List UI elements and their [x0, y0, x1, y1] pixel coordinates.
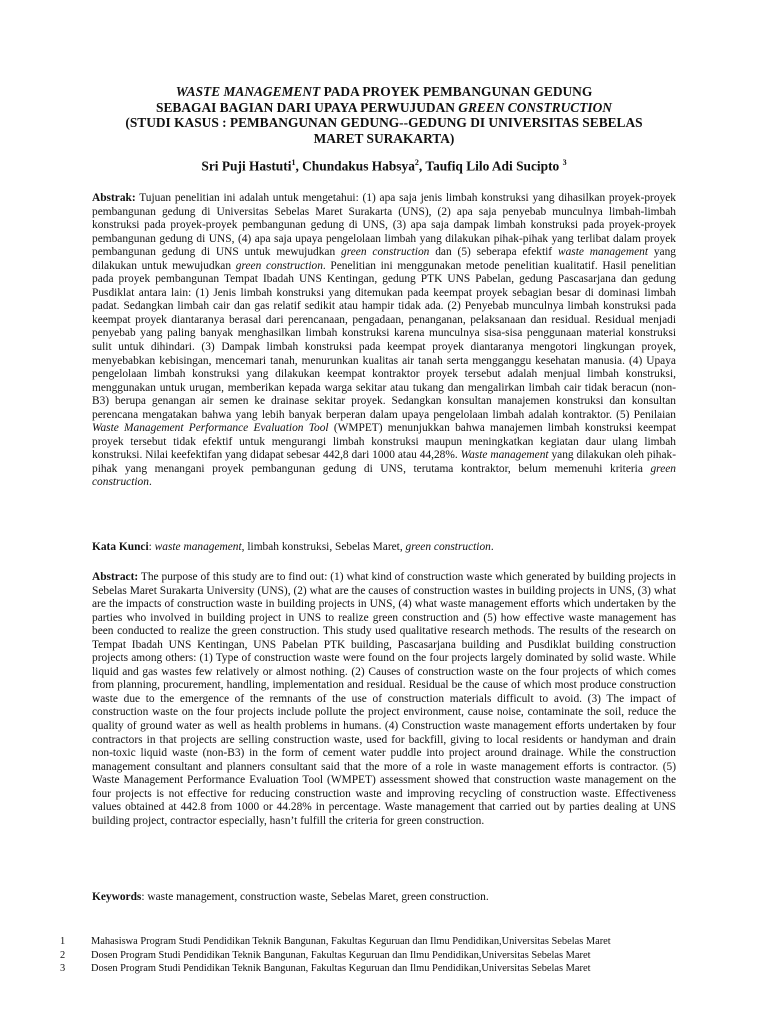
paper-title — [80, 84, 688, 146]
title-line-4: MARET SURAKARTA) — [313, 130, 455, 146]
title-line-2: SEBAGAI BAGIAN DARI UPAYA PERWUJUDAN GREEN CONSTRUCTION — [156, 99, 612, 115]
abstract-text: The purpose of this study are to find out: (1) what kind of construction waste which generated by building projects in Sebelas Maret Surakarta University (UNS), (2) what are the causes of construction wastes in building projects in UNS, (3) what are the impacts of construction waste in building projects in UNS, (4) what waste management efforts which undertaken by the parties who involved in building project in UNS to realize green construction and (5) how effective waste management has been conducted to realize the green construction. This study used qualitative research methods. The results of the research on Tempat Ibadah UNS Kentingan, UNS Pabelan PTK building, Pascasarjana building and Pusdiklat building construction projects among others: (1) Type of construction waste were found on the four projects largely dominated by solid waste. While liquid and gas wastes few relatively or almost nothing. (2) Causes of construction waste on the four projects of which comes from planning, procurement, handling, implementation and residual. Residual be the cause of which most produce construction waste due to the emergence of the remnants of the use of construction materials difficult to avoid. (3) The impact of construction waste on the four projects include pollute the project environment, cause noise, contaminate the soil, reduce the quality of ground water as well as health problems in humans. (4) Construction waste management efforts undertaken by four contractors in that projects are selling construction waste, used for backfill, giving to local residents or handyman and drain non-toxic liquid waste (non-B3) in the form of cement water puddle into project around drainage. While the construction management consultant and planners consultant said that the more of a role in waste management efforts is contractor. (5) Waste Management Performance Evaluation Tool (WMPET) assessment showed that construction waste management on the four projects is not effective for reducing construction waste and improving recycling of construction waste. Effectiveness values obtained at 442.8 from 1000 or 44.28% in percentage. Waste management that carried out by parties dealing at UNS building project, contractor especially, hasn’t fulfill the criteria for green construction. — [92, 571, 676, 827]
footnote-text: Dosen Program Studi Pendidikan Teknik Bangunan, Fakultas Keguruan dan Ilmu Pendidikan,Universitas Sebelas Maret — [91, 963, 591, 975]
author-separator: , — [295, 158, 303, 174]
abstract-paragraph — [92, 571, 676, 828]
author-affiliation-mark: 1 — [291, 158, 296, 167]
kata-kunci-label: Kata Kunci — [92, 541, 149, 553]
title-line-3: (STUDI KASUS : PEMBANGUNAN GEDUNG--GEDUNG DI UNIVERSITAS SEBELAS — [125, 115, 643, 131]
footnote-number: 3 — [60, 963, 66, 975]
footnote-number: 2 — [60, 949, 66, 961]
author-name: Sri Puji Hastuti — [201, 158, 292, 174]
abstrak-paragraph: Abstrak: Tujuan penelitian ini adalah untuk mengetahui: (1) apa saja jenis limbah konstruksi yang dihasilkan proyek-proyek pembangunan gedung di Universitas Sebelas Maret Surakarta (UNS), (2) apa saja penyebab munculnya limbah-limbah konstruksi pada proyek-proyek pembangunan gedung di UNS, (3) apa saja dampak limbah konstruksi pada proyek-proyek pembangunan gedung di UNS, (4) apa saja upaya pengelolaan limbah yang dilakukan pihak-pihak yang terlibat dalam proyek pembangunan gedung di UNS untuk mewujudkan green construction dan (5) seberapa efektif waste management yang dilakukan untuk mewujudkan green construction. Penelitian ini menggunakan metode penelitian kualitatif. Hasil penelitian pada proyek pembangunan Tempat Ibadah UNS Kentingan, gedung PTK UNS Pabelan, gedung Pascasarjana dan gedung Pusdiklat antara lain: (1) Jenis limbah konstruksi yang ditemukan pada keempat proyek sebagian besar di dominasi limbah padat. Sedangkan limbah cair dan gas relatif sedikit atau hampir tidak ada. (2) Penyebab munculnya limbah konstruksi pada keempat proyek diantaranya berasal dari perencanaan, pengadaan, penanganan, pelaksanaan dan residual. Residual menjadi penyebab yang paling banyak menghasilkan limbah konstruksi karena munculnya sisa-sisa penggunaan material konstruksi sulit untuk dihindari. (3) Dampak limbah konstruksi pada keempat proyek diantaranya mengotori lingkungan proyek, menyebabkan kebisingan, mencemari tanah, menurunkan kualitas air tanah serta mengganggu kesehatan manusia. (4) Upaya pengelolaan limbah konstruksi yang dilakukan keempat kontraktor proyek tersebut adalah menjual limbah konstruksi, menggunakan untuk urugan, memberikan kepada warga sekitar atau tukang dan mengalirkan limbah cair tidak beracun (non-B3) berupa genangan air semen ke drainase sekitar proyek. Sedangkan konsultan manajemen konstruksi dan konsultan perencana mengatakan bahwa yang lebih banyak berperan dalam upaya pengelolaan limbah adalah kontraktor. (5) Penilaian Waste Management Performance Evaluation Tool (WMPET) menunjukkan bahwa manajemen limbah konstruksi keempat proyek tersebut tidak efektif untuk mengurangi limbah konstruksi maupun meningkatkan kegiatan daur ulang limbah konstruksi. Nilai keefektifan yang didapat sebesar 442,8 dari 1000 atau 44,28%. Waste management yang dilakukan oleh pihak-pihak yang menangani proyek pembangunan gedung di UNS, terutama kontraktor, belum memenuhi kriteria green construction. — [92, 192, 676, 489]
keywords-paragraph — [92, 891, 676, 905]
abstract-section — [92, 571, 676, 828]
abstrak-label: Abstrak: — [92, 192, 136, 204]
footnote-item — [60, 949, 700, 963]
keywords-label: Keywords — [92, 891, 142, 903]
footnote-number: 1 — [60, 936, 66, 947]
author-name: Taufiq Lilo Adi Sucipto — [425, 158, 563, 174]
author-name: Chundakus Habsya — [302, 158, 415, 174]
author-separator: , — [418, 158, 426, 174]
abstrak-section — [92, 192, 676, 490]
kata-kunci-paragraph: Kata Kunci: waste management, limbah konstruksi, Sebelas Maret, green construction. — [92, 541, 494, 553]
author-affiliation-mark: 2 — [414, 158, 419, 167]
abstract-label: Abstract: — [92, 571, 139, 583]
footnote-text: Mahasiswa Program Studi Pendidikan Teknik Bangunan, Fakultas Keguruan dan Ilmu Pendidikan,Universitas Sebelas Maret — [91, 936, 611, 947]
author-affiliation-mark: 3 — [562, 158, 567, 167]
footnote-item — [60, 935, 700, 949]
footnotes — [60, 935, 700, 976]
keywords-text: : waste management, construction waste, Sebelas Maret, green construction. — [141, 891, 489, 903]
author-list — [80, 158, 688, 174]
footnote-item — [60, 962, 700, 976]
footnote-text: Dosen Program Studi Pendidikan Teknik Bangunan, Fakultas Keguruan dan Ilmu Pendidikan,Universitas Sebelas Maret — [91, 949, 591, 961]
kata-kunci-section — [92, 541, 676, 555]
keywords-section — [92, 891, 676, 905]
title-line-1: WASTE MANAGEMENT PADA PROYEK PEMBANGUNAN GEDUNG — [175, 84, 593, 99]
